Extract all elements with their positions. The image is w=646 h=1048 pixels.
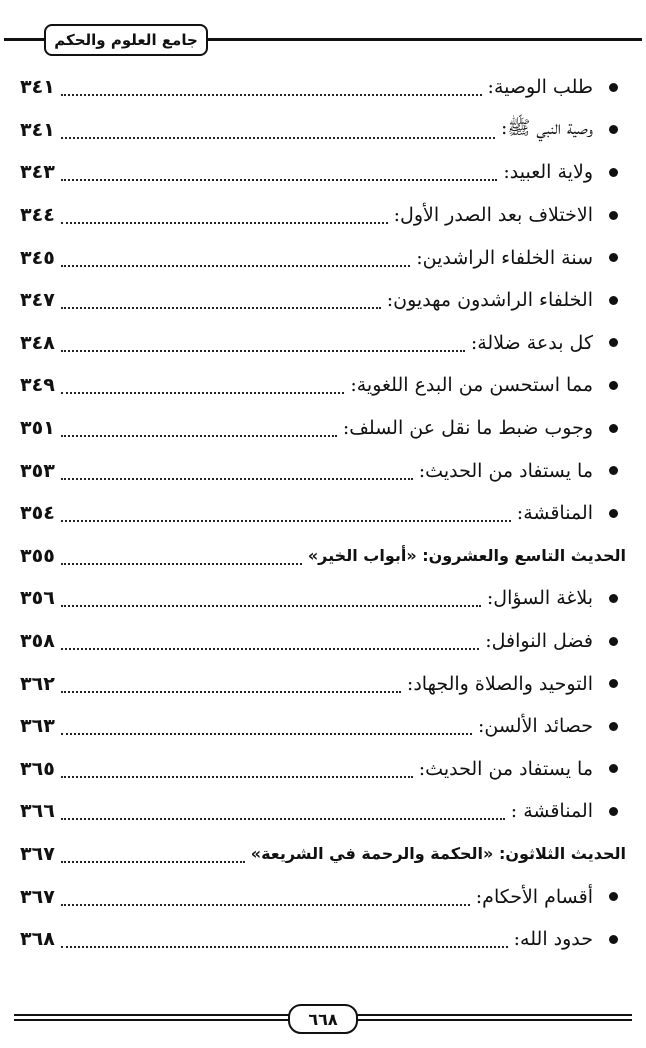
dot-leader bbox=[61, 392, 345, 394]
toc-heading-row bbox=[20, 535, 626, 578]
dot-leader bbox=[61, 520, 511, 522]
toc-entry-row bbox=[20, 194, 626, 237]
toc-entry-label: سنة الخلفاء الراشدين: bbox=[416, 246, 593, 269]
toc-entry-label: كل بدعة ضلالة: bbox=[470, 331, 593, 354]
toc-entry-row bbox=[20, 151, 626, 194]
toc-entry-label: حصائد الألسن: bbox=[477, 715, 593, 738]
toc-entry-label: الحديث الثلاثون: «الحكمة والرحمة في الشريعة» bbox=[250, 844, 626, 864]
toc-page-number: ٣٤٩ bbox=[20, 374, 55, 397]
toc-entry-row bbox=[20, 577, 626, 620]
toc-page-number: ٣٤٧ bbox=[20, 289, 55, 312]
toc-entry-row bbox=[20, 236, 626, 279]
dot-leader bbox=[61, 733, 472, 735]
toc-page-number: ٣٥٨ bbox=[20, 630, 55, 653]
bullet-icon bbox=[609, 594, 618, 603]
toc-entry-label: التوحيد والصلاة والجهاد: bbox=[406, 672, 593, 695]
toc-page-number: ٣٦٨ bbox=[20, 928, 55, 951]
toc-page-number: ٣٤٨ bbox=[20, 331, 55, 354]
toc-entry-label: الخلفاء الراشدون مهديون: bbox=[386, 289, 593, 312]
bullet-icon bbox=[609, 424, 618, 433]
bullet-icon bbox=[609, 509, 618, 518]
toc-entry-row bbox=[20, 492, 626, 535]
bullet-icon bbox=[609, 296, 618, 305]
toc-entry-row bbox=[20, 748, 626, 791]
bullet-icon bbox=[609, 466, 618, 475]
toc-heading-row bbox=[20, 833, 626, 876]
toc-page-number: ٣٤١ bbox=[20, 76, 55, 99]
toc-page-number: ٣٥٤ bbox=[20, 502, 55, 525]
toc-entry-label: أقسام الأحكام: bbox=[475, 885, 593, 908]
toc-page-number: ٣٤١ bbox=[20, 118, 55, 141]
toc-entry-label: فضل النوافل: bbox=[485, 630, 593, 653]
dot-leader bbox=[61, 861, 245, 863]
bullet-icon bbox=[609, 935, 618, 944]
dot-leader bbox=[61, 904, 470, 906]
dot-leader bbox=[61, 222, 388, 224]
toc-entry-label: ما يستفاد من الحديث: bbox=[418, 459, 593, 482]
toc-entry-label: ولاية العبيد: bbox=[503, 161, 593, 184]
toc-page-number: ٣٦٢ bbox=[20, 672, 55, 695]
dot-leader bbox=[61, 691, 401, 693]
running-title: جامع العلوم والحكم bbox=[44, 24, 208, 56]
dot-leader bbox=[61, 478, 413, 480]
toc-entry-label: المناقشة: bbox=[516, 502, 593, 525]
table-of-contents bbox=[20, 66, 626, 960]
toc-page-number: ٣٥١ bbox=[20, 417, 55, 440]
toc-entry-label: مما استحسن من البدع اللغوية: bbox=[350, 374, 593, 397]
bullet-icon bbox=[609, 83, 618, 92]
bullet-icon bbox=[609, 338, 618, 347]
toc-page-number: ٣٦٣ bbox=[20, 715, 55, 738]
bullet-icon bbox=[609, 125, 618, 134]
toc-entry-row bbox=[20, 364, 626, 407]
dot-leader bbox=[61, 435, 337, 437]
bullet-icon bbox=[609, 253, 618, 262]
page-number: ٦٦٨ bbox=[288, 1004, 358, 1034]
toc-entry-row bbox=[20, 449, 626, 492]
dot-leader bbox=[61, 350, 465, 352]
dot-leader bbox=[61, 265, 410, 267]
toc-entry-row bbox=[20, 322, 626, 365]
toc-entry-row bbox=[20, 279, 626, 322]
dot-leader bbox=[61, 137, 495, 139]
bullet-icon bbox=[609, 168, 618, 177]
toc-entry-row bbox=[20, 705, 626, 748]
toc-page-number: ٣٦٧ bbox=[20, 885, 55, 908]
dot-leader bbox=[61, 946, 508, 948]
toc-entry-row bbox=[20, 620, 626, 663]
page-footer bbox=[0, 1000, 646, 1040]
toc-page-number: ٣٥٥ bbox=[20, 544, 55, 567]
bullet-icon bbox=[609, 381, 618, 390]
dot-leader bbox=[61, 776, 413, 778]
toc-entry-row bbox=[20, 407, 626, 450]
toc-page-number: ٣٤٤ bbox=[20, 204, 55, 227]
dot-leader bbox=[61, 563, 302, 565]
toc-page-number: ٣٥٣ bbox=[20, 459, 55, 482]
toc-entry-row bbox=[20, 918, 626, 961]
toc-page-number: ٣٥٦ bbox=[20, 587, 55, 610]
toc-page-number: ٣٦٦ bbox=[20, 800, 55, 823]
dot-leader bbox=[61, 605, 481, 607]
bullet-icon bbox=[609, 211, 618, 220]
toc-entry-label: المناقشة : bbox=[510, 800, 593, 823]
toc-entry-label: وصية النبي ﷺ: bbox=[501, 116, 593, 139]
dot-leader bbox=[61, 648, 479, 650]
toc-entry-row bbox=[20, 66, 626, 109]
toc-entry-label: حدود الله: bbox=[513, 928, 593, 951]
toc-page-number: ٣٦٧ bbox=[20, 842, 55, 865]
bullet-icon bbox=[609, 679, 618, 688]
bullet-icon bbox=[609, 764, 618, 773]
bullet-icon bbox=[609, 807, 618, 816]
toc-page-number: ٣٤٥ bbox=[20, 246, 55, 269]
toc-entry-label: الاختلاف بعد الصدر الأول: bbox=[393, 204, 593, 227]
toc-entry-row bbox=[20, 662, 626, 705]
dot-leader bbox=[61, 818, 505, 820]
bullet-icon bbox=[609, 892, 618, 901]
toc-page-number: ٣٤٣ bbox=[20, 161, 55, 184]
dot-leader bbox=[61, 179, 498, 181]
toc-page-number: ٣٦٥ bbox=[20, 757, 55, 780]
toc-entry-row bbox=[20, 109, 626, 152]
bullet-icon bbox=[609, 637, 618, 646]
running-header bbox=[0, 14, 646, 54]
bullet-icon bbox=[609, 722, 618, 731]
toc-entry-row bbox=[20, 790, 626, 833]
toc-entry-label: طلب الوصية: bbox=[487, 76, 593, 99]
dot-leader bbox=[61, 307, 381, 309]
toc-entry-label: بلاغة السؤال: bbox=[486, 587, 593, 610]
toc-entry-label: ما يستفاد من الحديث: bbox=[418, 757, 593, 780]
toc-entry-label: الحديث التاسع والعشرون: «أبواب الخير» bbox=[307, 546, 626, 566]
toc-entry-row bbox=[20, 875, 626, 918]
dot-leader bbox=[61, 94, 482, 96]
toc-entry-label: وجوب ضبط ما نقل عن السلف: bbox=[342, 417, 593, 440]
